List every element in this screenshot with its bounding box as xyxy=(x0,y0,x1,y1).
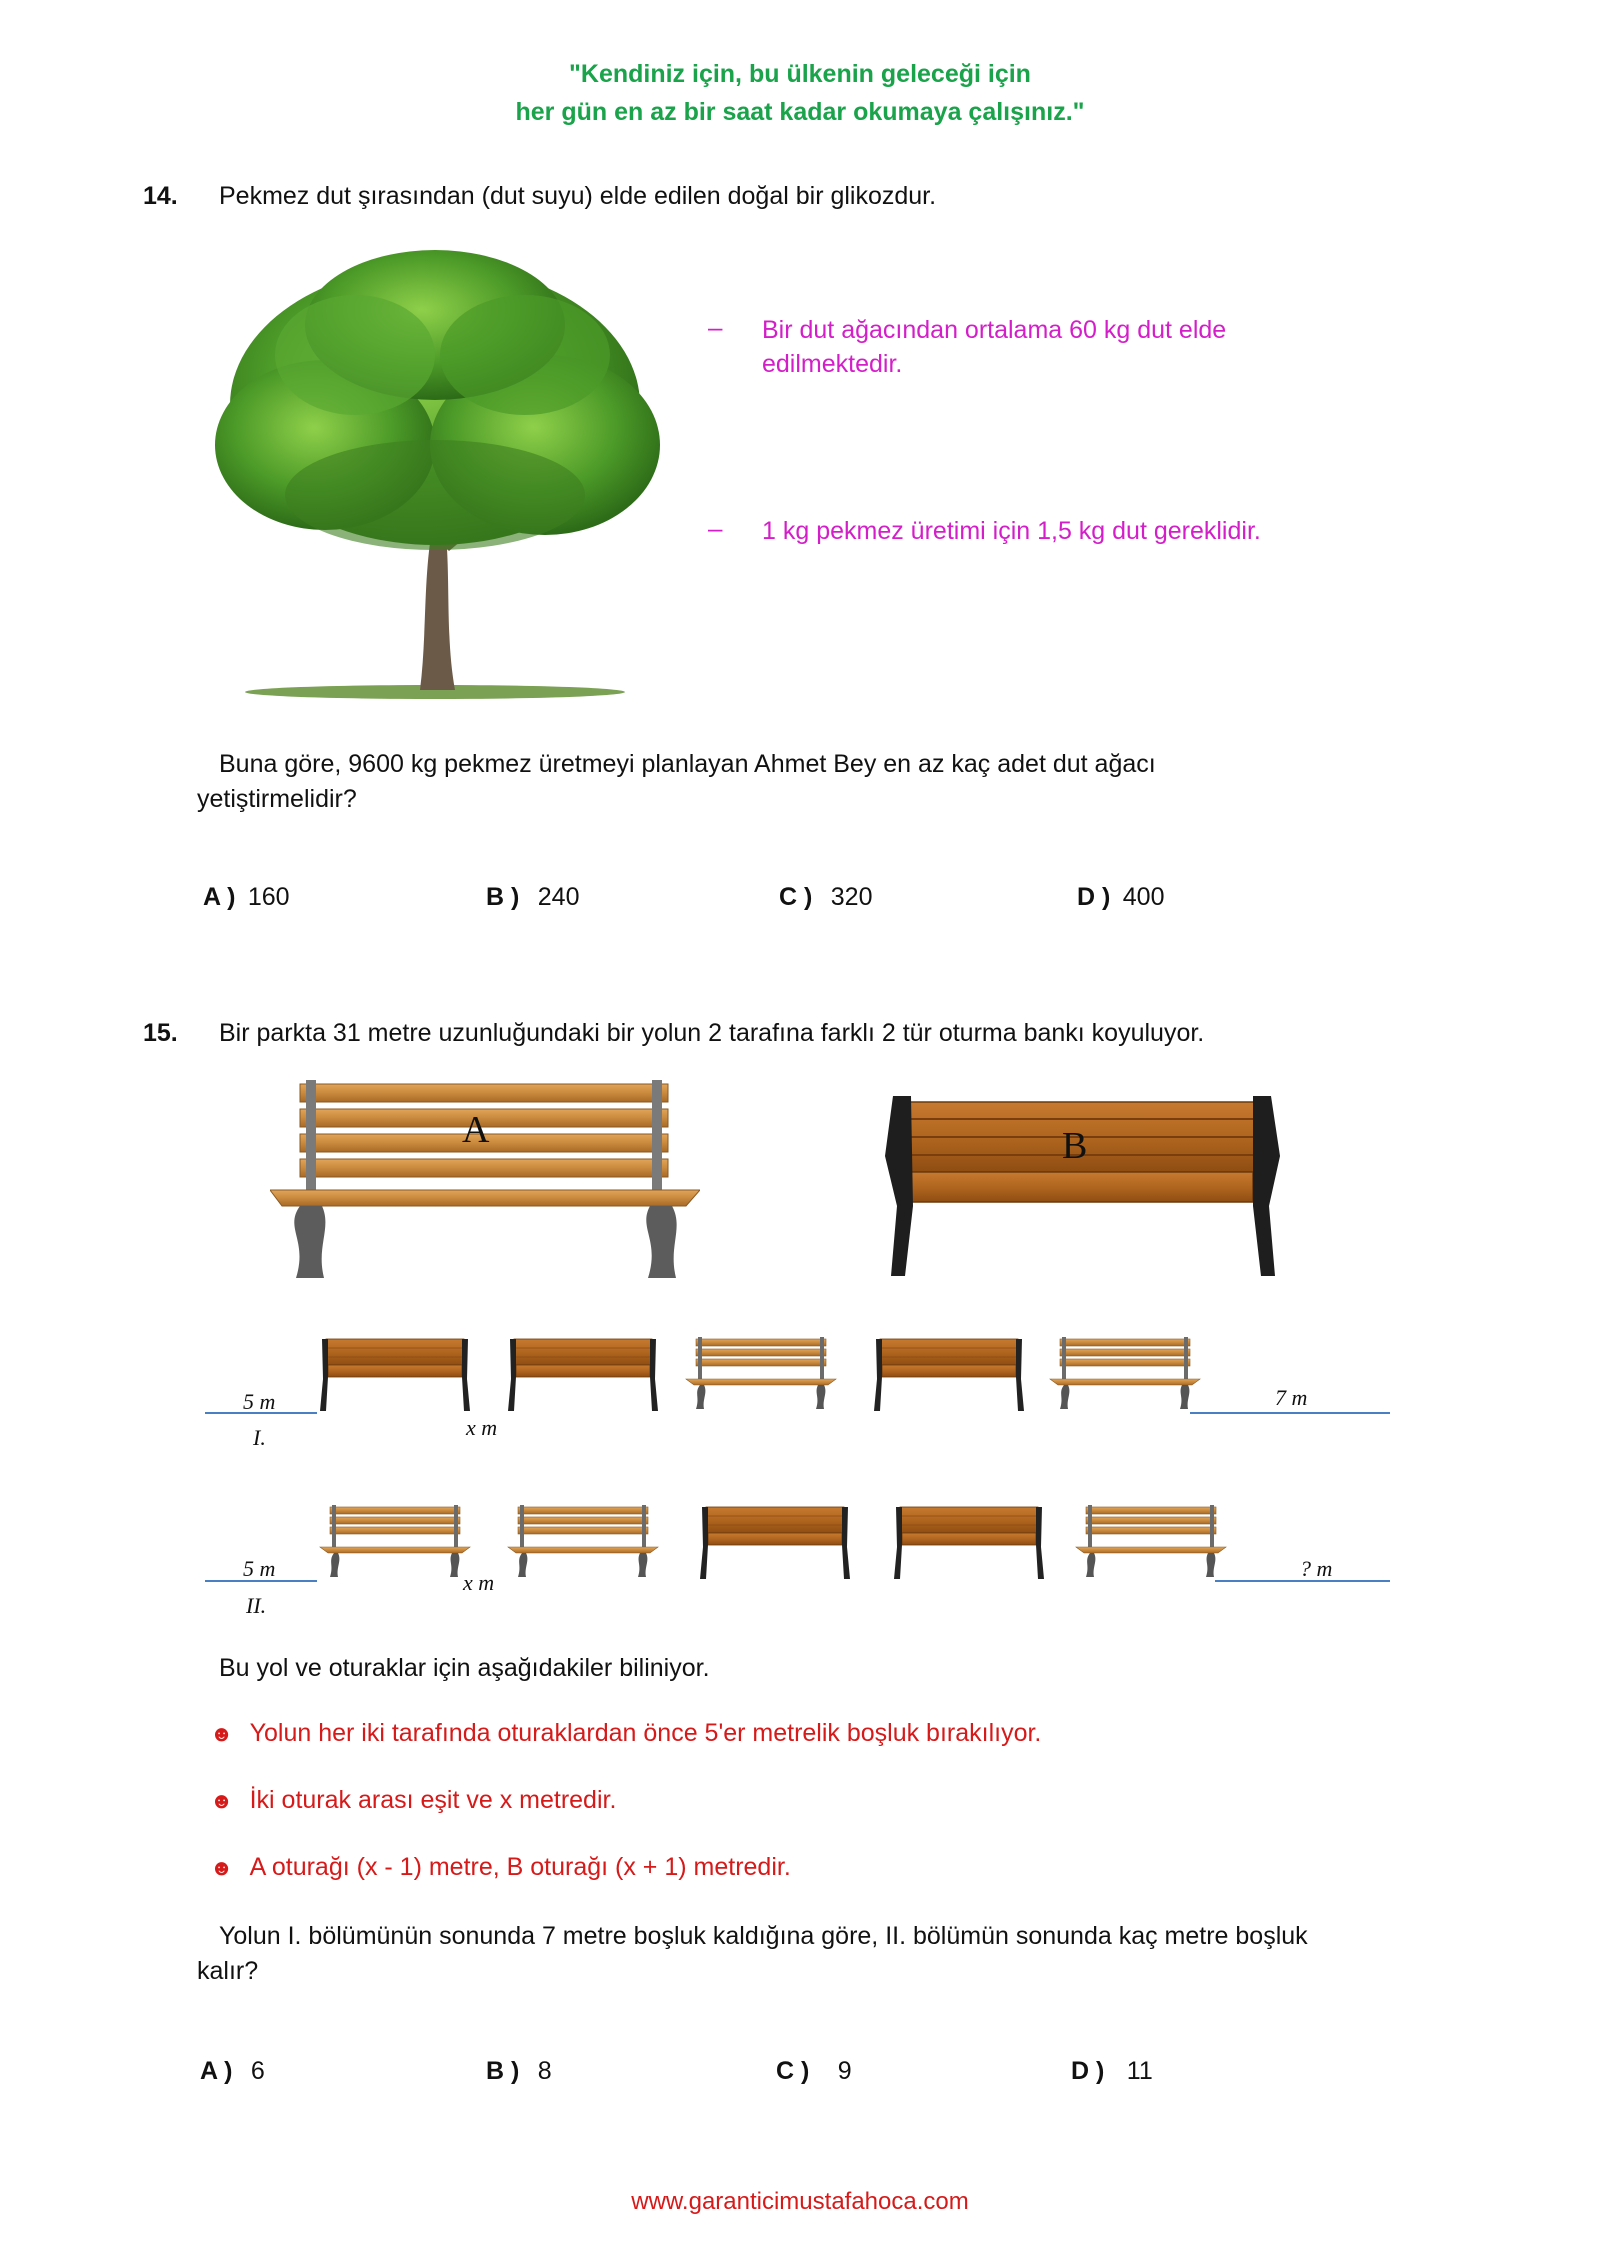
option-value: 9 xyxy=(837,2057,852,2085)
option-value: 240 xyxy=(537,883,580,911)
option-label: C ) xyxy=(779,883,813,911)
q14-fact1-dash: – xyxy=(708,312,723,342)
q14-fact1-line2: edilmektedir. xyxy=(762,350,903,378)
smiley-icon: ☻ xyxy=(210,1721,234,1746)
q15-question-line2: kalır? xyxy=(197,1957,259,1985)
road-2-bench-2-a xyxy=(508,1505,658,1577)
fact-text: Yolun her iki tarafında oturaklardan önce 5'er metrelik boşluk bırakılıyor. xyxy=(249,1719,1042,1747)
q15-option-a[interactable] xyxy=(200,2057,265,2086)
q14-option-d[interactable] xyxy=(1077,883,1165,912)
road-1-roman: I. xyxy=(253,1425,266,1450)
road-2-end-gap: ? m xyxy=(1300,1556,1333,1581)
road-2-bench-1-a xyxy=(320,1505,470,1577)
option-value: 8 xyxy=(537,2057,552,2085)
road-1-bench-3-a xyxy=(686,1337,836,1409)
road-1-between-gap: x m xyxy=(466,1415,498,1440)
option-label: D ) xyxy=(1071,2057,1105,2085)
q14-number: 14. xyxy=(143,182,178,210)
q15-fact-2 xyxy=(210,1786,616,1815)
q15-known-intro: Bu yol ve oturaklar için aşağıdakiler biliniyor. xyxy=(219,1654,710,1682)
road-2-diagram xyxy=(205,1503,1395,1583)
option-value: 320 xyxy=(830,883,873,911)
option-label: C ) xyxy=(776,2057,810,2085)
road-1-diagram xyxy=(205,1335,1395,1415)
q15-question-line1: Yolun I. bölümünün sonunda 7 metre boşluk kaldığına göre, II. bölümün sonunda kaç metre boşluk xyxy=(219,1922,1308,1950)
q14-fact1-line1: Bir dut ağacından ortalama 60 kg dut elde xyxy=(762,316,1227,344)
option-value: 160 xyxy=(247,883,290,911)
smiley-icon: ☻ xyxy=(210,1855,234,1880)
fact-text: İki oturak arası eşit ve x metredir. xyxy=(249,1786,617,1814)
q15-number: 15. xyxy=(143,1019,178,1047)
road-2-bench-3-b xyxy=(700,1507,850,1579)
bench-b-label: B xyxy=(1062,1125,1088,1167)
road-2-bench-5-a xyxy=(1076,1505,1226,1577)
option-label: B ) xyxy=(486,2057,520,2085)
option-value: 6 xyxy=(250,2057,265,2085)
road-1-end-gap: 7 m xyxy=(1275,1385,1308,1410)
option-label: B ) xyxy=(486,883,520,911)
header-line-2: her gün en az bir saat kadar okumaya çalışınız." xyxy=(515,98,1085,126)
option-value: 11 xyxy=(1126,2057,1153,2085)
q14-fact2-dash: – xyxy=(708,513,723,543)
road-2-bench-4-b xyxy=(894,1507,1044,1579)
option-value: 400 xyxy=(1122,883,1165,911)
road-1-bench-5-a xyxy=(1050,1337,1200,1409)
q15-intro: Bir parkta 31 metre uzunluğundaki bir yolun 2 tarafına farklı 2 tür oturma bankı koyuluyor. xyxy=(219,1019,1205,1047)
mulberry-tree-illustration xyxy=(205,245,685,700)
q15-option-c[interactable] xyxy=(776,2057,852,2086)
fact-text: A oturağı (x - 1) metre, B oturağı (x + 1) metredir. xyxy=(249,1853,791,1881)
road-2-roman: II. xyxy=(246,1593,267,1618)
road-1-bench-1-b xyxy=(320,1339,470,1411)
q14-option-b[interactable] xyxy=(486,883,580,912)
road-1-bench-2-b xyxy=(508,1339,658,1411)
road-1-start-gap: 5 m xyxy=(243,1389,276,1414)
q15-option-d[interactable] xyxy=(1071,2057,1153,2086)
road-2-between-gap: x m xyxy=(463,1570,495,1595)
q14-fact2: 1 kg pekmez üretimi için 1,5 kg dut gereklidir. xyxy=(762,517,1261,545)
option-label: D ) xyxy=(1077,883,1111,911)
q15-fact-3 xyxy=(210,1853,791,1882)
header-line-1: "Kendiniz için, bu ülkenin geleceği için xyxy=(569,60,1031,88)
q14-intro: Pekmez dut şırasından (dut suyu) elde edilen doğal bir glikozdur. xyxy=(219,182,937,210)
q14-question-line2: yetiştirmelidir? xyxy=(197,785,357,813)
road-1-bench-4-b xyxy=(874,1339,1024,1411)
option-label: A ) xyxy=(200,2057,233,2085)
q14-option-a[interactable] xyxy=(203,883,290,912)
q15-option-b[interactable] xyxy=(486,2057,552,2086)
option-label: A ) xyxy=(203,883,236,911)
q15-fact-1 xyxy=(210,1719,1041,1748)
q14-option-c[interactable] xyxy=(779,883,873,912)
bench-a-label: A xyxy=(462,1109,490,1151)
q14-fact1 xyxy=(762,313,1226,381)
page-header xyxy=(0,55,1600,131)
smiley-icon: ☻ xyxy=(210,1788,234,1813)
footer-website-link[interactable]: www.garanticimustafahoca.com xyxy=(631,2188,969,2215)
q14-question-line1: Buna göre, 9600 kg pekmez üretmeyi planlayan Ahmet Bey en az kaç adet dut ağacı xyxy=(219,750,1156,778)
road-2-start-gap: 5 m xyxy=(243,1556,276,1581)
